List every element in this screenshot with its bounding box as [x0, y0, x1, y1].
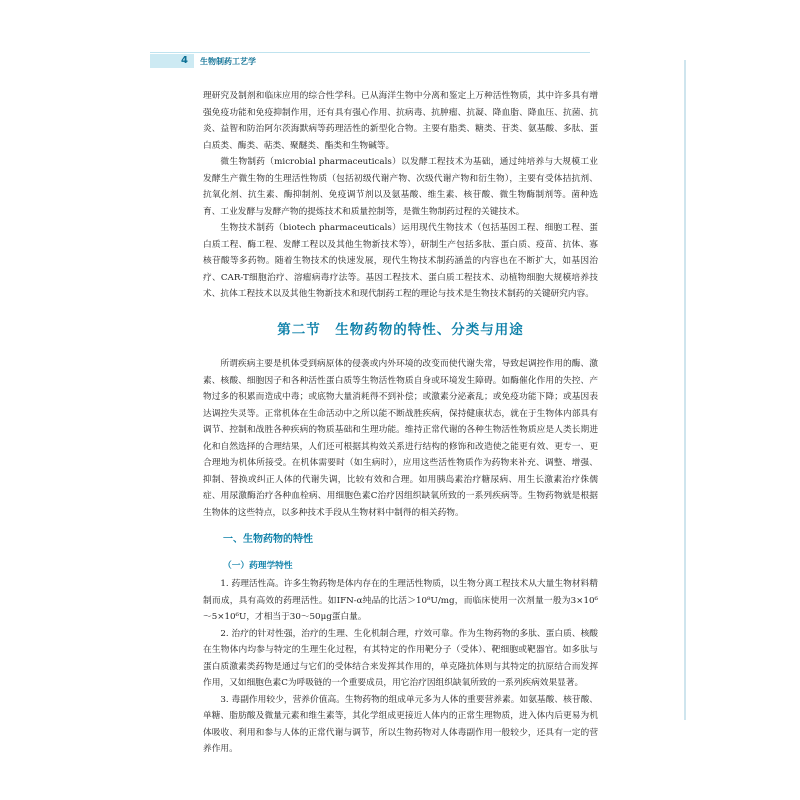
list-item: 2. 治疗的针对性强，治疗的生理、生化机制合理，疗效可靠。作为生物药物的多肽、蛋白质、核酸在生物体内均参与特定的生理生化过程，有其特定的作用靶分子（受体）、靶细胞或靶器官。如多肽与蛋白质激素类药物是通过与它们的受体结合来发挥其作用的，单克隆抗体则与其特定的抗原结合而发挥作用，又如细胞色素C为呼吸链的一个重要成员，用它治疗因组织缺氧所致的一系列疾病效果显著。	[203, 628, 598, 688]
subsection-title: 一、生物药物的特性	[223, 534, 313, 545]
page-body	[203, 88, 598, 758]
book-title: 生物制药工艺学	[200, 56, 256, 66]
margin-rule	[684, 60, 686, 720]
intro-paragraph-2: 微生物制药（microbial pharmaceuticals）以发酵工程技术为基础，通过纯培养与大规模工业发酵生产微生物的生理活性物质（包括初级代谢产物、次级代谢产物和衍生物），主要有受体拮抗剂、抗氧化剂、抗生素、酶抑制剂、免疫调节剂以及氨基酸、维生素、核苷酸、微生物酶制剂等。菌种选育、工业发酵与发酵产物的提炼技术和质量控制等，是微生物制药过程的关键技术。	[203, 157, 598, 217]
section-paragraph: 所谓疾病主要是机体受到病原体的侵袭或内外环境的改变而使代谢失常，导致起调控作用的酶、激素、核酸、细胞因子和各种活性蛋白质等生物活性物质自身或环境发生障碍。如酶催化作用的失控、产物过多的积累而造成中毒；或底物大量消耗得不到补偿；或激素分泌紊乱；或免疫功能下降；或基因表达调控失灵等。正常机体在生命活动中之所以能不断战胜疾病，保持健康状态，就在于生物体内部具有调节、控制和战胜各种疾病的物质基础和生理功能。维持正常代谢的各种生物活性物质应是人类长期进化和自然选择的合理结果，人们还可根据其构效关系进行结构的修饰和改造使之能更有效、更专一、更合理地为机体所接受。在机体需要时（如生病时），应用这些活性物质作为药物来补充、调整、增强、抑制、替换或纠正人体的代谢失调，比较有效和合理。如用胰岛素治疗糖尿病、用生长激素治疗侏儒症、用尿激酶治疗各种血栓病、用细胞色素C治疗因组织缺氧所致的一系列疾病等。生物药物就是根据生物体的这些特点，以多种技术手段从生物材料中制得的相关药物。	[203, 359, 598, 518]
section-title: 第二节 生物药物的特性、分类与用途	[277, 321, 524, 338]
page-header	[150, 53, 256, 69]
list-item: 1. 药理活性高。许多生物药物是体内存在的生理活性物质，以生物分离工程技术从大量生物材料精制而成，具有高效的药理活性。如IFN-α纯品的比活＞10⁸U/mg，而临床使用一次剂量一般为3×10⁶～5×10⁶U，才相当于30～50μg蛋白量。	[203, 579, 598, 622]
intro-paragraph-3: 生物技术制药（biotech pharmaceuticals）运用现代生物技术（包括基因工程、细胞工程、蛋白质工程、酶工程、发酵工程以及其他生物新技术等），研制生产包括多肽、蛋白质、疫苗、抗体、寡核苷酸等多药物。随着生物技术的快速发展，现代生物技术制药涵盖的内容也在不断扩大，如基因治疗、CAR-T细胞治疗、溶瘤病毒疗法等。基因工程技术、蛋白质工程技术、动植物细胞大规模培养技术、抗体工程技术以及其他生物新技术和现代制药工程的理论与技术是生物技术制药的关键研究内容。	[203, 223, 598, 299]
intro-paragraph-1: 理研究及制剂和临床应用的综合性学科。已从海洋生物中分离和鉴定上万种活性物质，其中许多具有增强免疫功能和免疫抑制作用，还有具有强心作用、抗病毒、抗肿瘤、抗凝、降血脂、降血压、抗菌、抗炎、益智和防治阿尔茨海默病等药理活性的新型化合物。主要有脂类、糖类、苷类、氨基酸、多肽、蛋白质类、酶类、萜类、聚醚类、酯类和生物碱等。	[203, 91, 598, 151]
list-item: 3. 毒副作用较少，营养价值高。生物药物的组成单元多为人体的重要营养素。如氨基酸、核苷酸、单糖、脂肪酸及微量元素和维生素等，其化学组成更接近人体内的正常生理物质，进入体内后更易为机体吸收、利用和参与人体的正常代谢与调节，所以生物药物对人体毒副作用一般较少，还具有一定的营养作用。	[203, 694, 598, 754]
page-number: 4	[150, 54, 194, 68]
subsubsection-title: （一）药理学特性	[223, 560, 293, 571]
